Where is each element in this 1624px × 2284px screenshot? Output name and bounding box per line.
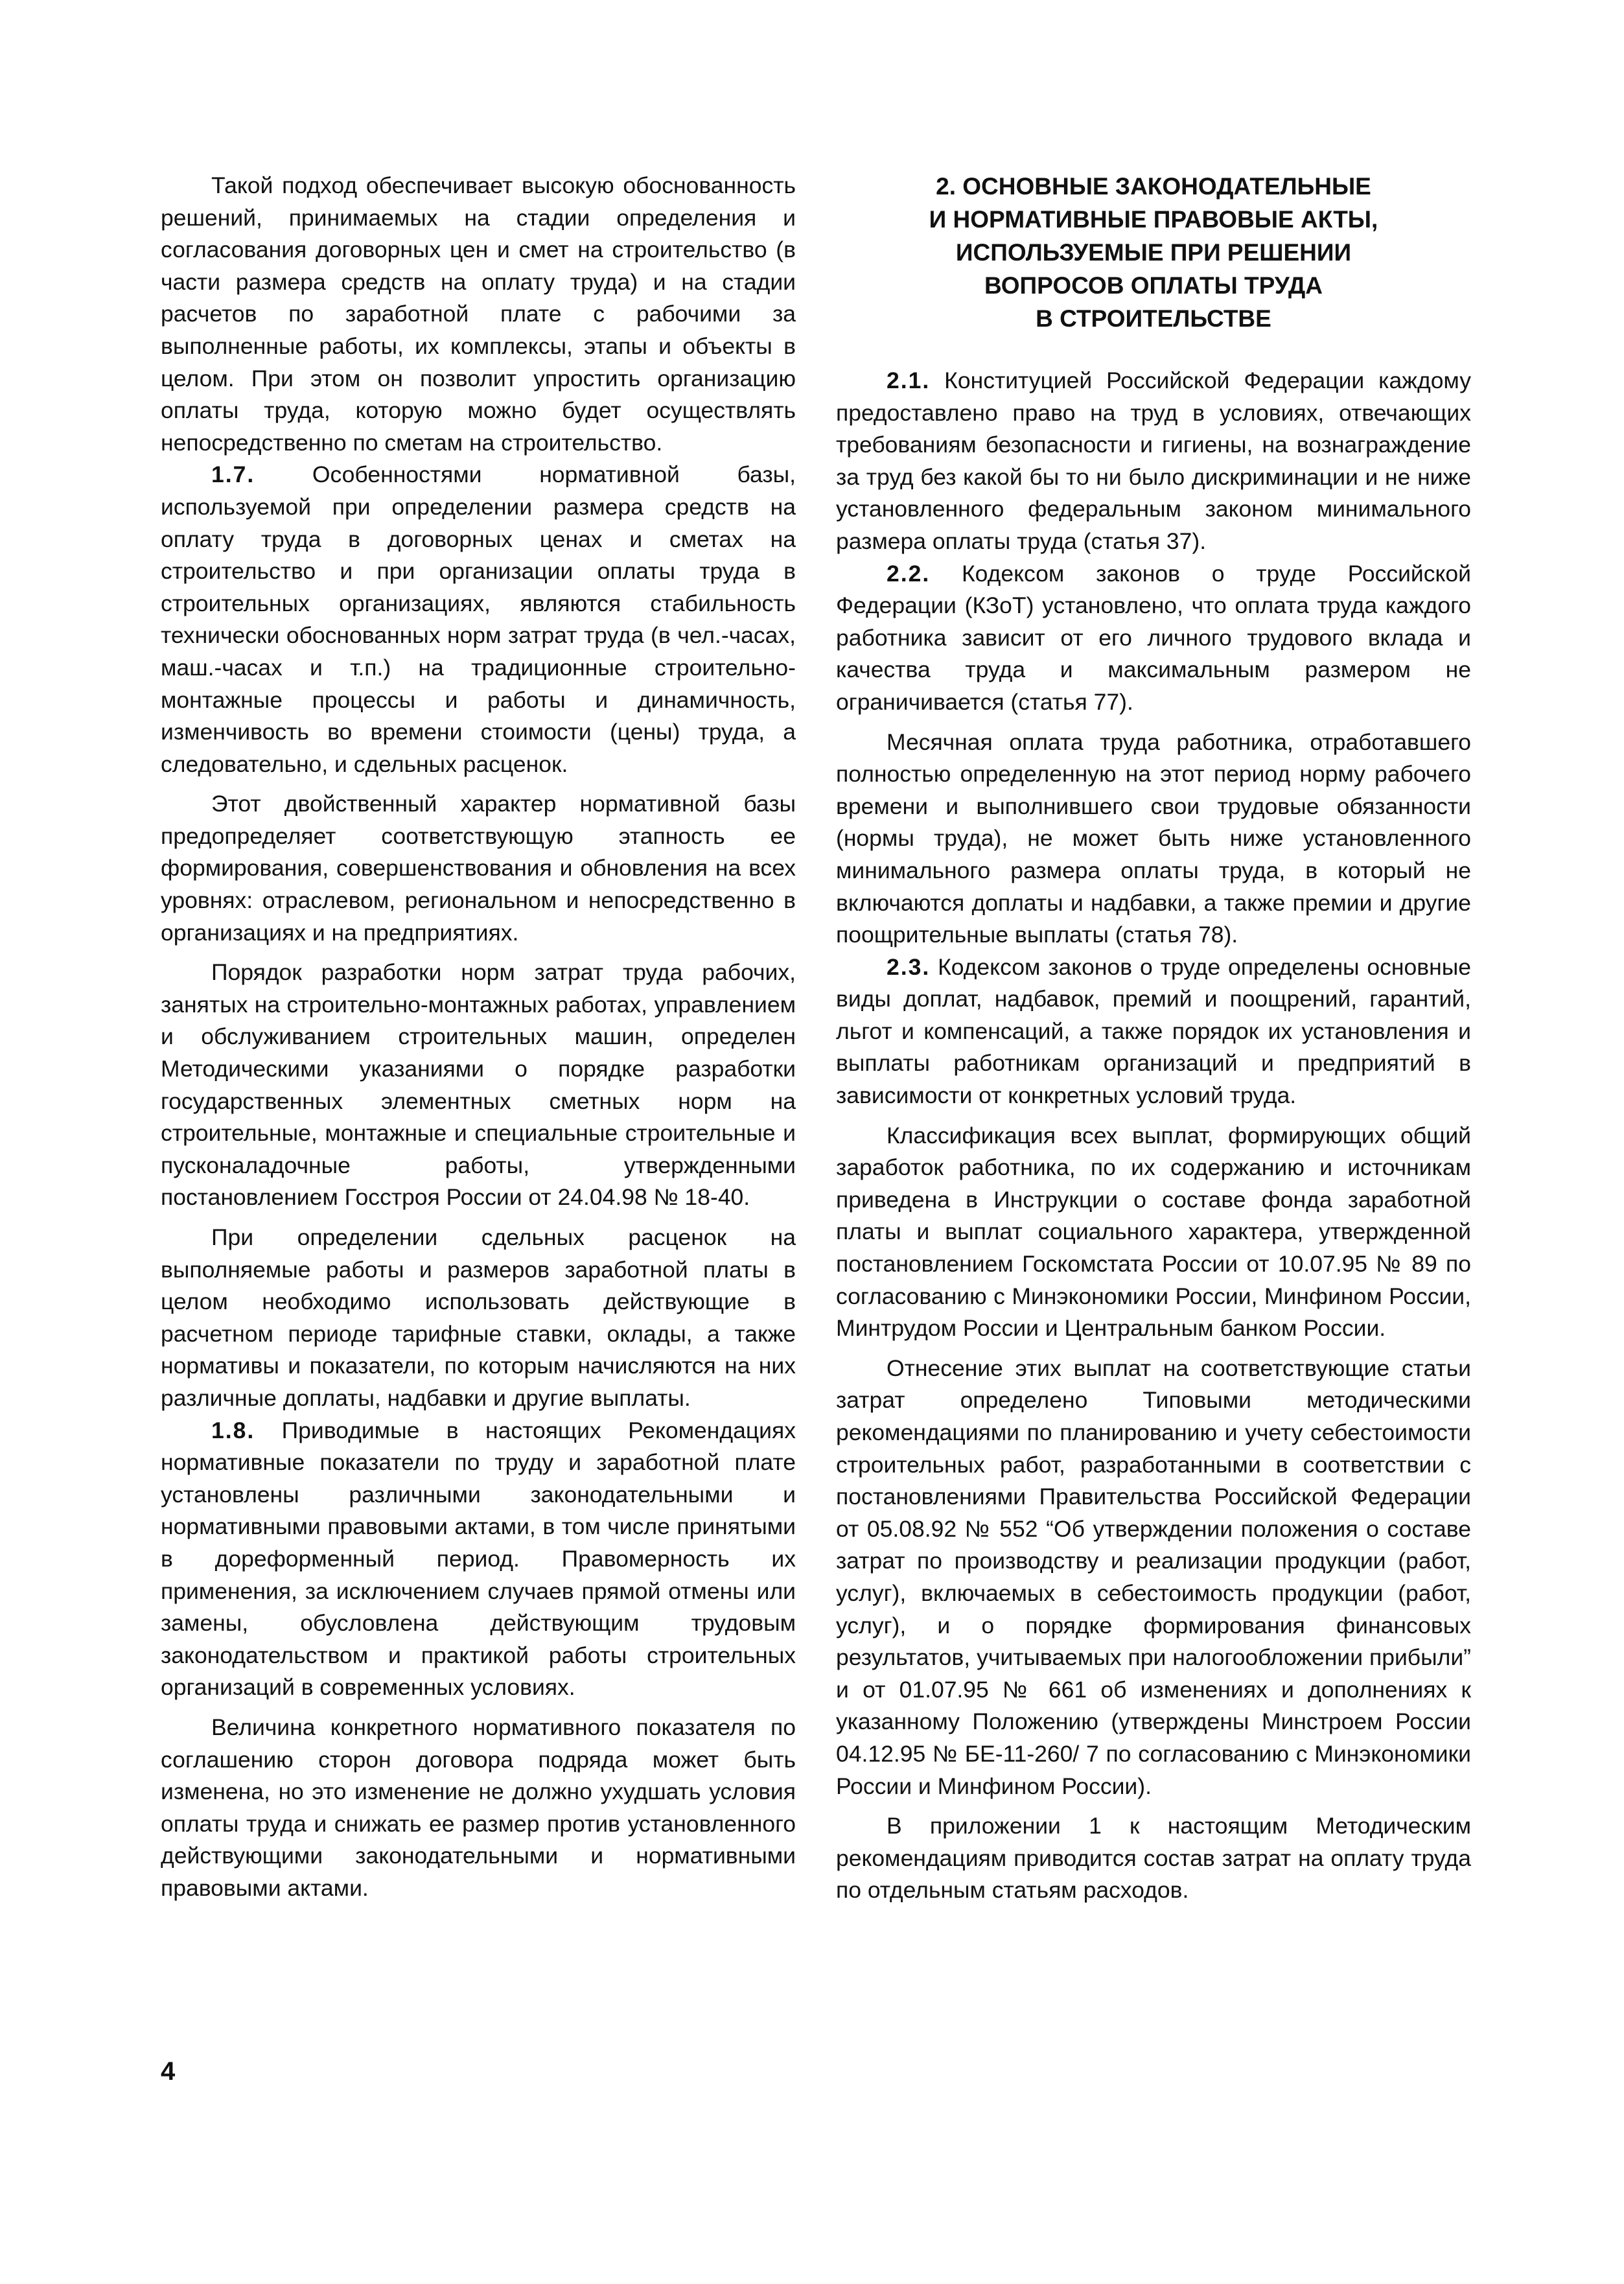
page-number: 4 (161, 2057, 176, 2086)
paragraph-attribution: Отнесение этих выплат на соответствующие статьи затрат определено Типовыми методическими рекомендациями по планированию и учету себестоимости строительных работ, разработанными в соответствии с постановлениями Правительства Российской Федерации от 05.08.92 № 552 “Об утверждении положения о составе затрат по производству и реализации продукции (работ, услуг), включаемых в себестоимость продукции (работ, услуг), и о порядке формирования финансовых результатов, учитываемых при налогообложении прибыли” и от 01.07.95 № 661 об изменениях и дополнениях к указанному Положению (утверждены Минстроем России 04.12.95 № БЕ-11-260/ 7 по согласованию с Минэкономики России и Минфином России). (836, 1355, 1471, 1799)
paragraph-approach: Такой подход обеспечивает высокую обоснованность решений, принимаемых на стадии определения и согласования договорных цен и смет на строительство (в части размера средств на оплату труда) и на стадии расчетов по заработной плате с рабочими за выполненные работы, их комплексы, этапы и объекты в целом. При этом он позволит упростить организацию оплаты труда, которую можно будет осуществлять непосредственно по сметам на строительство. (161, 172, 796, 456)
section-number-2-2: 2.2. (887, 560, 931, 587)
section-2-1-text: Конституцией Российской Федерации каждому предоставлено право на труд в условиях, отвечающих требованиям безопасности и гигиены, на вознаграждение за труд без какой бы то ни было дискриминации и не ниже установленного федеральным законом минимального размера оплаты труда (статья 37). (836, 367, 1471, 554)
paragraph-dual-nature: Этот двойственный характер нормативной базы предопределяет соответствующую этапность ее формирования, совершенствования и обновления на всех уровнях: отраслевом, региональном и непосредственно в организациях и на предприятиях. (161, 791, 796, 946)
section-1-8-text: Приводимые в настоящих Рекомендациях нормативные показатели по труду и заработной плате установлены различными законодательными и нормативными правовыми актами, в том числе принятыми в дореформенный период. Правомерность их применения, за исключением случаев прямой отмены или замены, обусловлена действующим трудовым законодательством и практикой работы строительных организаций в современных условиях. (161, 1417, 796, 1701)
section-2-3-text: Кодексом законов о труде определены основные виды доплат, надбавок, премий и поощрений, гарантий, льгот и компенсаций, а также порядок их установления и выплаты работникам организаций и предприятий в зависимости от конкретных условий труда. (836, 953, 1471, 1109)
section-number-2-1: 2.1. (887, 367, 931, 393)
paragraph-piece-rates: При определении сдельных расценок на выполняемые работы и размеров заработной платы в целом необходимо использовать действующие в расчетном периоде тарифные ставки, оклады, а также нормативы и показатели, по которым начисляются на них различные доплаты, надбавки и другие выплаты. (161, 1224, 796, 1411)
section-2-heading (836, 170, 1471, 335)
left-column (161, 170, 796, 1904)
paragraph-classification: Классификация всех выплат, формирующих общий заработок работника, по их содержанию и источникам приведена в Инструкции о составе фонда заработной платы и выплат социального характера, утвержденной постановлением Госкомстата России от 10.07.95 № 89 по согласованию с Минэкономики России, Минфином России, Минтрудом России и Центральным банком России. (836, 1122, 1471, 1342)
paragraph-annex: В приложении 1 к настоящим Методическим рекомендациям приводится состав затрат на оплату труда по отдельным статьям расходов. (836, 1813, 1471, 1904)
section-1-7-text: Особенностями нормативной базы, используемой при определении размера средств на оплату труда в договорных ценах и сметах на строительство и при организации оплаты труда в строительных организациях, являются стабильность технически обоснованных норм затрат труда (в чел.-часах, маш.-часах и т.п.) на традиционные строительно-монтажные процессы и работы и динамичность, изменчивость во времени стоимости (цены) труда, а следовательно, и сдельных расценок. (161, 461, 796, 777)
section-2-2-text: Кодексом законов о труде Российской Федерации (КЗоТ) установлено, что оплата труда каждого работника зависит от его личного трудового вклада и качества труда и максимальным размером не ограничивается (статья 77). (836, 560, 1471, 715)
paragraph-section-1-8 (161, 1415, 796, 1704)
paragraph-indicator-value: Величина конкретного нормативного показателя по соглашению сторон договора подряда может быть изменена, но это изменение не должно ухудшать условия оплаты труда и снижать ее размер против установленного действующими законодательными и нормативными правовыми актами. (161, 1714, 796, 1901)
heading-line: И НОРМАТИВНЫЕ ПРАВОВЫЕ АКТЫ, (929, 206, 1378, 233)
section-number-2-3: 2.3. (887, 953, 931, 980)
paragraph-section-2-2 (836, 558, 1471, 719)
heading-line: ВОПРОСОВ ОПЛАТЫ ТРУДА (984, 272, 1323, 299)
heading-line: 2. ОСНОВНЫЕ ЗАКОНОДАТЕЛЬНЫЕ (936, 173, 1371, 200)
paragraph-norm-development: Порядок разработки норм затрат труда рабочих, занятых на строительно-монтажных работах, управлением и обслуживанием строительных машин, определен Методическими указаниями о порядке разработки государственных элементных сметных норм на строительные, монтажные и специальные строительные и пусконаладочные работы, утвержденными постановлением Госстроя России от 24.04.98 № 18-40. (161, 959, 796, 1211)
paragraph-section-2-1 (836, 365, 1471, 558)
section-number-1-7: 1.7. (211, 461, 255, 488)
heading-line: В СТРОИТЕЛЬСТВЕ (1036, 305, 1271, 332)
paragraph-section-2-3 (836, 951, 1471, 1112)
heading-line: ИСПОЛЬЗУЕМЫЕ ПРИ РЕШЕНИИ (955, 239, 1352, 266)
right-column (836, 170, 1471, 1907)
paragraph-monthly-pay: Месячная оплата труда работника, отработавшего полностью определенную на этот период норму рабочего времени и выполнившего свои трудовые обязанности (нормы труда), не может быть ниже установленного минимального размера оплаты труда, в который не включаются доплаты и надбавки, а также премии и другие поощрительные выплаты (статья 78). (836, 728, 1471, 948)
section-number-1-8: 1.8. (211, 1417, 255, 1443)
paragraph-section-1-7 (161, 459, 796, 780)
